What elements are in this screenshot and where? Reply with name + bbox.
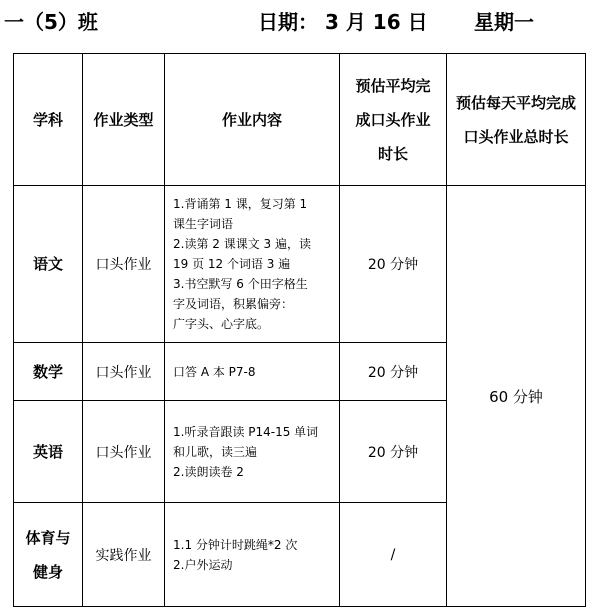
header-subject: 学科: [14, 54, 83, 186]
subject-name: 语文: [32, 255, 63, 273]
subject-name: 健身: [32, 562, 63, 581]
header-avg-time-line: 成口头作业: [355, 110, 431, 129]
content-line: 字及词语，积累偏旁：: [173, 297, 294, 311]
time-cell: /: [340, 503, 447, 607]
subject-cell: [14, 401, 83, 503]
time-cell: 20 分钟: [340, 186, 447, 343]
content-line: 课生字词语: [173, 217, 234, 231]
header-total-time: [447, 54, 586, 186]
content-cell: [165, 343, 340, 401]
subject-name: 数学: [32, 362, 63, 381]
class-title: 一（5）班: [4, 10, 98, 34]
header-avg-time-line: 预估平均完: [355, 76, 431, 95]
time-cell: 20 分钟: [340, 401, 447, 503]
content-line: 2.户外运动: [173, 557, 233, 572]
content-line: 2.读第 2 课课文 3 遍，读: [173, 237, 311, 251]
content-cell: [165, 503, 340, 607]
table-row: [14, 186, 586, 343]
content-line: 1.1 分钟计时跳绳*2 次: [173, 537, 298, 552]
content-line: 19 页 12 个词语 3 遍: [173, 257, 291, 271]
type-cell: 口头作业: [83, 401, 165, 503]
content-line: 1.听录音跟读 P14-15 单词: [173, 424, 319, 439]
content-line: 3.书空默写 6 个田字格生: [173, 277, 308, 291]
type-cell: 实践作业: [83, 503, 165, 607]
table-header-row: [14, 54, 586, 186]
header-avg-time: [340, 54, 447, 186]
subject-name: 英语: [32, 442, 63, 461]
subject-cell: [14, 186, 83, 343]
time-cell: 20 分钟: [340, 343, 447, 401]
header-type: 作业类型: [83, 54, 165, 186]
content-line: 2.读朗读卷 2: [173, 464, 244, 479]
content-cell: [165, 401, 340, 503]
type-cell: 口头作业: [83, 186, 165, 343]
content-line: 和儿歌，读三遍: [173, 444, 258, 459]
total-time-cell: 60 分钟: [447, 186, 586, 607]
type-cell: 口头作业: [83, 343, 165, 401]
content-line: 口答 A 本 P7-8: [173, 364, 256, 379]
subject-cell: [14, 503, 83, 607]
content-line: 广字头、心字底。: [173, 317, 270, 331]
content-line: 1.背诵第 1 课，复习第 1: [173, 197, 308, 211]
header-content: 作业内容: [165, 54, 340, 186]
homework-table: [13, 53, 586, 607]
header-total-time-line: 预估每天平均完成: [455, 93, 576, 112]
date-label: 日期： 3 月 16 日: [258, 10, 428, 34]
content-cell: [165, 186, 340, 343]
header-total-time-line: 口头作业总时长: [463, 127, 569, 146]
weekday-label: 星期一: [474, 10, 534, 34]
header-avg-time-line: 时长: [377, 144, 408, 163]
subject-name: 体育与: [25, 528, 71, 547]
subject-cell: [14, 343, 83, 401]
